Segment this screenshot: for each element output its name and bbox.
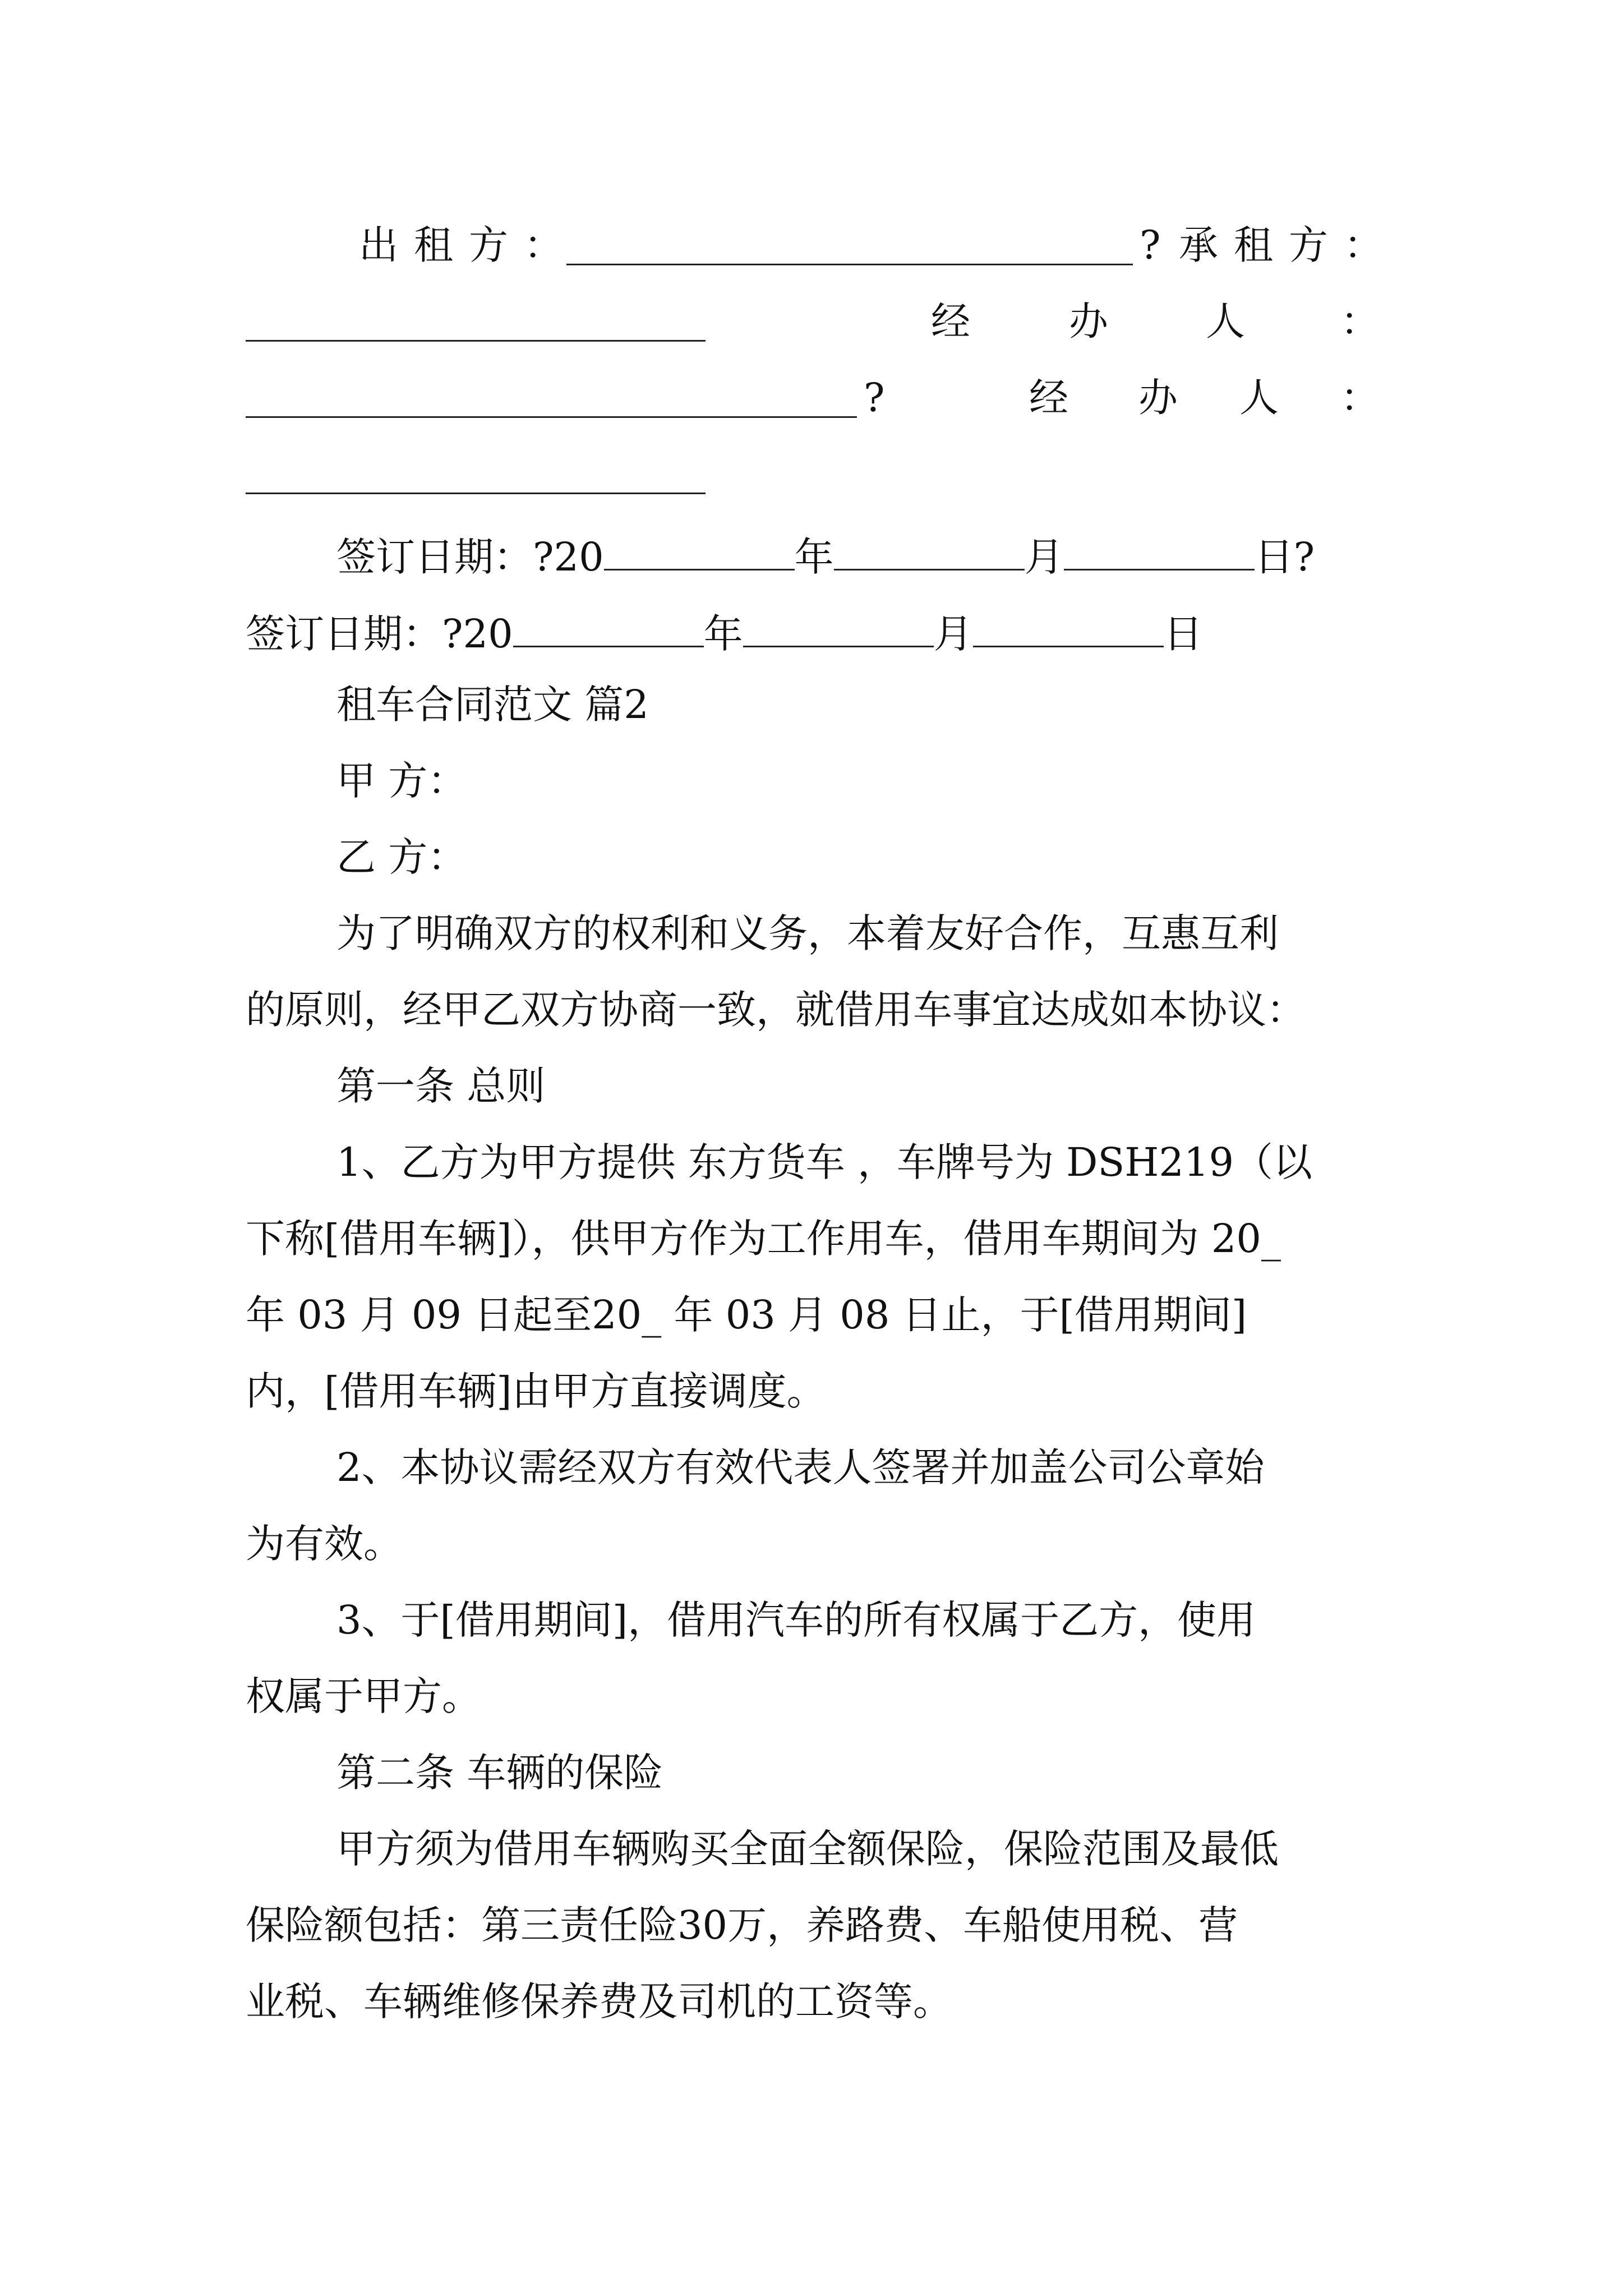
year-blank [604, 532, 795, 570]
agent-colon: ： [1340, 375, 1380, 421]
lessee-signature-blank [246, 340, 706, 342]
agent-char: 人 [1239, 375, 1279, 421]
clause-line: 为有效。 [246, 1521, 403, 1567]
agent-char: 办 [1138, 375, 1178, 421]
month-blank [834, 532, 1025, 570]
month-blank [743, 609, 934, 647]
contract-heading: 租车合同范文 篇2 [336, 682, 649, 728]
insurance-line: 甲方须为借用车辆购买全面全额保险，保险范围及最低 [336, 1826, 1279, 1872]
question-mark: ? [864, 375, 885, 421]
clause-line: 3、于[借用期间]，借用汽车的所有权属于乙方，使用 [336, 1597, 1256, 1643]
day-label: 日 [1163, 611, 1203, 657]
clause-line: 下称[借用车辆]），供甲方作为工作用车，借用车期间为 20_ [246, 1216, 1281, 1262]
year-label: 年 [703, 611, 743, 657]
party-a-label: 甲 方： [336, 758, 467, 804]
clause-line: 2、本协议需经双方有效代表人签署并加盖公司公章始 [336, 1444, 1265, 1490]
clause-line: 内，[借用车辆]由甲方直接调度。 [246, 1368, 826, 1414]
day-label: 日 [1254, 534, 1294, 580]
agent-char: 办 [1069, 298, 1108, 344]
clause-line: 1、乙方为甲方提供 东方货车 ，车牌号为 DSH219（以 [336, 1139, 1313, 1185]
question-mark: ? [1293, 534, 1315, 580]
agent-signature-blank [246, 416, 857, 418]
day-blank [1064, 532, 1255, 570]
intro-line: 为了明确双方的权利和义务，本着友好合作，互惠互利 [336, 910, 1279, 956]
lessee-label: 承租方： [1179, 222, 1399, 268]
date-prefix: ?20 [533, 534, 604, 580]
date-label: 签订日期： [336, 534, 533, 580]
clause-line: 权属于甲方。 [246, 1673, 481, 1719]
month-label: 月 [933, 611, 973, 657]
agent-signature-blank [246, 493, 706, 494]
agent-char: 经 [931, 298, 970, 344]
signing-date-line [246, 609, 1203, 657]
section-title: 第一条 总则 [336, 1063, 546, 1109]
insurance-line: 业税、车辆维修保养费及司机的工资等。 [246, 1978, 952, 2024]
month-label: 月 [1024, 534, 1064, 580]
agent-colon: ： [1340, 298, 1380, 344]
lessor-label: 出租方： [359, 222, 579, 268]
lessor-signature-blank [566, 264, 1133, 265]
section-title: 第二条 车辆的保险 [336, 1750, 663, 1796]
year-label: 年 [794, 534, 834, 580]
party-b-label: 乙 方： [336, 834, 467, 880]
agent-char: 经 [1029, 375, 1068, 421]
date-prefix: ?20 [442, 611, 513, 657]
day-blank [973, 609, 1164, 647]
signing-date-line [336, 532, 1315, 580]
agent-char: 人 [1206, 298, 1245, 344]
question-mark: ? [1140, 222, 1161, 268]
date-label: 签订日期： [246, 611, 442, 657]
insurance-line: 保险额包括：第三责任险30万，养路费、车船使用税、营 [246, 1902, 1238, 1948]
clause-line: 年 03 月 09 日起至20_ 年 03 月 08 日止，于[借用期间] [246, 1292, 1247, 1338]
intro-line: 的原则，经甲乙双方协商一致，就借用车事宜达成如本协议： [246, 987, 1306, 1033]
year-blank [513, 609, 704, 647]
